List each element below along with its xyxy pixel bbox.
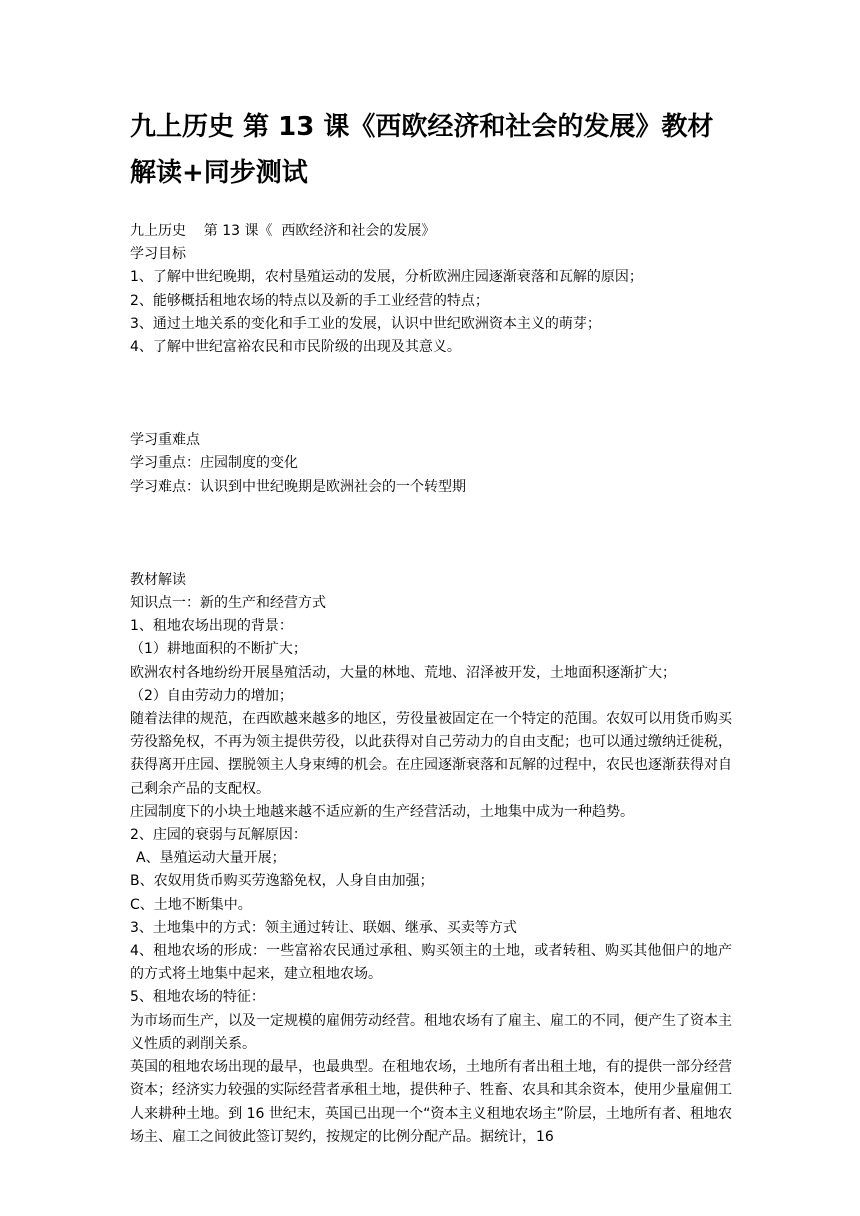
section-heading: 3、土地集中的方式：领主通过转让、联姻、继承、买卖等方式 (130, 919, 517, 936)
spacer (130, 499, 732, 569)
section-heading: 2、庄园的衰弱与瓦解原因： (130, 827, 307, 844)
section-heading: 5、租地农场的特征： (130, 989, 265, 1006)
paragraph: 英国的租地农场出现的最早，也最典型。在租地农场，土地所有者出租土地，有的提供一部分经营资本；经济实力较强的实际经营者承租土地，提供种子、牲畜、农具和其余资本，使用少量雇佣工人来耕种土地。到 16 世纪末，英国已出现一个“资本主义租地农场主”阶层，土地所有者、租地农场主、雇工之间彼此签订契约，按规定的比例分配产品。据统计，16 (130, 1059, 732, 1145)
section-heading: 1、租地农场出现的背景： (130, 618, 293, 635)
goal-item: 4、了解中世纪富裕农民和市民阶级的出现及其意义。 (130, 339, 461, 356)
paragraph: 欧洲农村各地纷纷开展垦殖活动，大量的林地、荒地、沼泽被开发，土地面积逐渐扩大； (130, 664, 676, 681)
list-item: C、土地不断集中。 (130, 896, 252, 913)
spacer (130, 359, 732, 429)
lesson-subtitle: 九上历史 第 13 课《 西欧经济和社会的发展》 (130, 223, 436, 239)
paragraph: 4、租地农场的形成：一些富裕农民通过承租、购买领主的土地，或者转租、购买其他佃户的地产的方式将土地集中起来，建立租地农场。 (130, 943, 732, 983)
paragraph: 庄园制度下的小块土地越来越不适应新的生产经营活动，土地集中成为一种趋势。 (130, 803, 634, 820)
goal-item: 3、通过土地关系的变化和手工业的发展，认识中世纪欧洲资本主义的萌芽； (130, 315, 601, 332)
document-title: 九上历史 第 13 课《西欧经济和社会的发展》教材解读+同步测试 (130, 112, 714, 188)
goal-item: 2、能够概括租地农场的特点以及新的手工业经营的特点； (130, 292, 489, 309)
paragraph: 随着法律的规范，在西欧越来越多的地区，劳役量被固定在一个特定的范围。农奴可以用货币购买劳役豁免权，不再为领主提供劳役，以此获得对自己劳动力的自由支配；也可以通过缴纳迁徙税，获得离开庄园、摆脱领主人身束缚的机会。在庄园逐渐衰落和瓦解的过程中，农民也逐渐获得对自己剩余产品的支配权。 (130, 711, 732, 797)
paragraph: 为市场而生产，以及一定规模的雇佣劳动经营。租地农场有了雇主、雇工的不同，便产生了资本主义性质的剥削关系。 (130, 1012, 732, 1052)
difficult-point: 学习难点：认识到中世纪晚期是欧洲社会的一个转型期 (130, 478, 466, 495)
goal-item: 1、了解中世纪晚期，农村垦殖运动的发展，分析欧洲庄园逐渐衰落和瓦解的原因； (130, 269, 643, 286)
subsection-heading: （2）自由劳动力的增加； (130, 687, 293, 704)
list-item: B、农奴用货币购买劳逸豁免权，人身自由加强； (130, 873, 434, 890)
knowledge-point-1: 知识点一：新的生产和经营方式 (130, 595, 326, 612)
list-item: A、垦殖运动大量开展； (136, 850, 286, 867)
subsection-heading: （1）耕地面积的不断扩大； (130, 641, 307, 658)
key-heading: 学习重难点 (130, 432, 200, 449)
reading-heading: 教材解读 (130, 571, 186, 588)
goals-heading: 学习目标 (130, 246, 186, 263)
key-point: 学习重点：庄园制度的变化 (130, 455, 298, 472)
